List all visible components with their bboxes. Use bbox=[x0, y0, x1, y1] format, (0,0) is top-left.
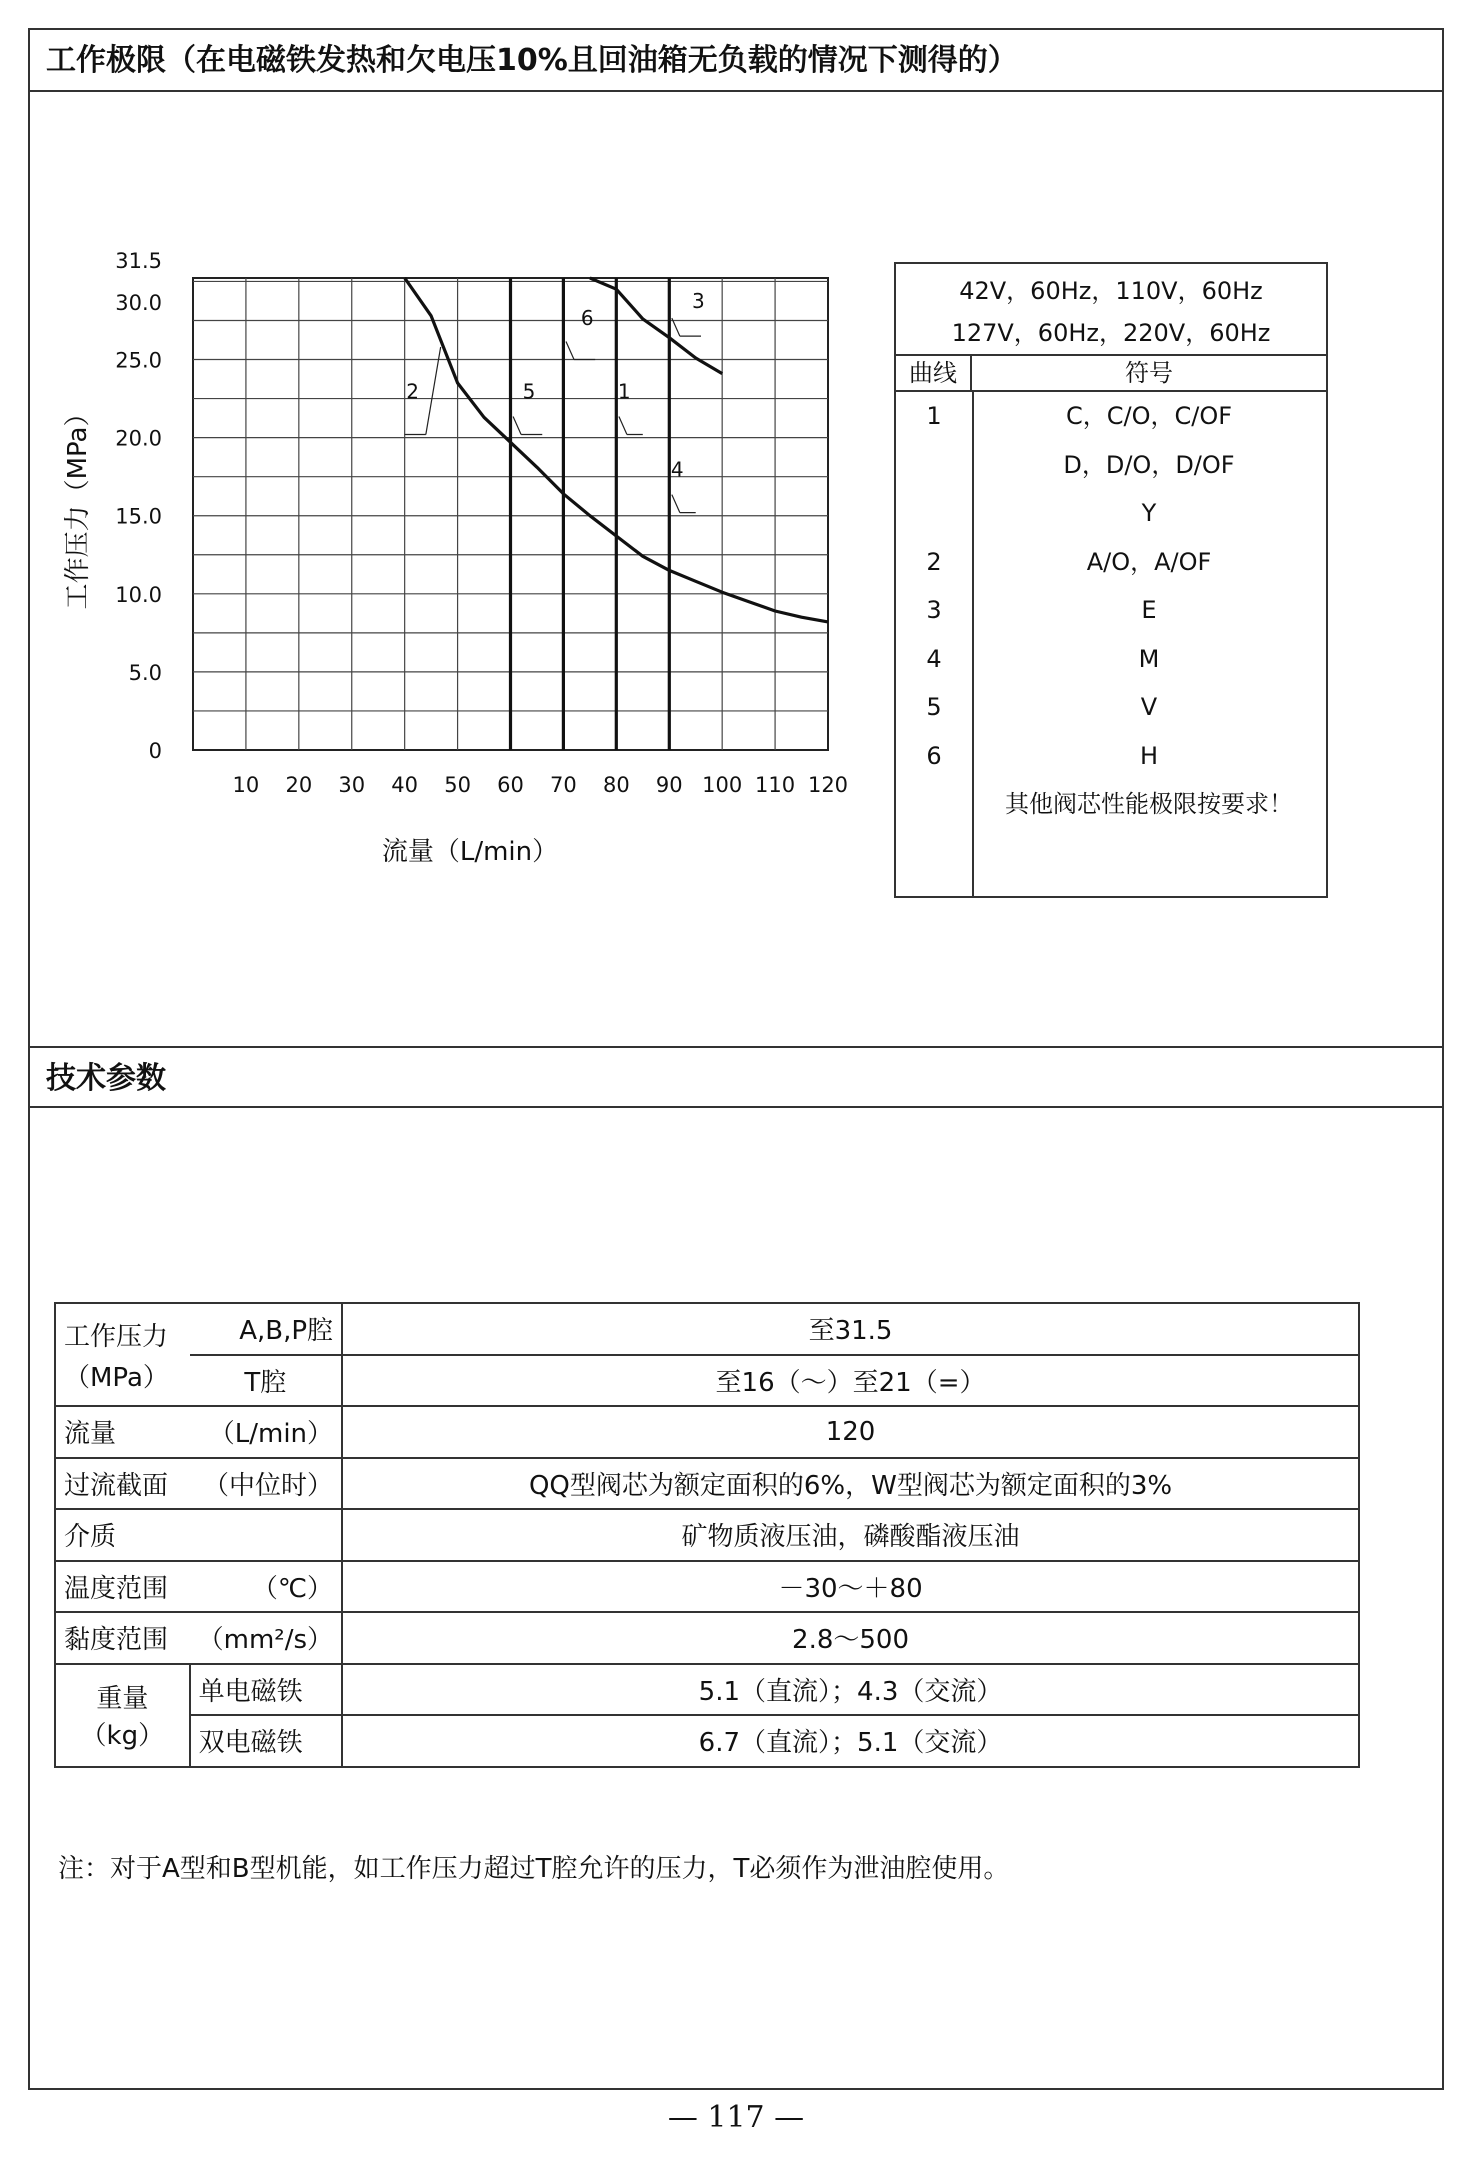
legend-symbol: H bbox=[1139, 741, 1159, 770]
legend-body bbox=[896, 392, 1326, 896]
double-solenoid-label: 双电磁铁 bbox=[190, 1715, 342, 1767]
pressure-label: 工作压力 bbox=[55, 1303, 190, 1355]
visc-unit: （mm²/s） bbox=[190, 1612, 342, 1664]
y-tick-label: 31.5 bbox=[115, 249, 162, 273]
x-tick-label: 20 bbox=[285, 773, 313, 797]
legend-divider bbox=[972, 392, 974, 896]
y-tick-label: 15.0 bbox=[115, 504, 162, 529]
curve-label-leader bbox=[619, 416, 627, 434]
double-solenoid-value: 6.7（直流）；5.1（交流） bbox=[342, 1715, 1359, 1767]
visc-label: 黏度范围 bbox=[55, 1612, 190, 1664]
weight-unit: （kg） bbox=[55, 1715, 190, 1767]
curve-label-leader bbox=[566, 342, 574, 360]
medium-unit-empty bbox=[190, 1509, 342, 1561]
curve-label-5: 5 bbox=[522, 379, 536, 404]
x-tick-label: 50 bbox=[444, 773, 471, 797]
chart-ticks bbox=[115, 249, 848, 797]
table-row bbox=[55, 1561, 1359, 1613]
chart-container bbox=[0, 0, 900, 904]
chart-series bbox=[405, 278, 828, 750]
curve-legend-table bbox=[894, 262, 1328, 898]
pressure-flow-chart bbox=[0, 0, 900, 900]
legend-symbol: 其他阀芯性能极限按要求！ bbox=[1005, 790, 1293, 818]
legend-row bbox=[896, 683, 1326, 732]
abp-pressure-value: 至31.5 bbox=[342, 1303, 1359, 1355]
flow-unit: （L/min） bbox=[190, 1406, 342, 1458]
legend-curve-number: 4 bbox=[926, 644, 942, 673]
voltage-line-2: 127V，60Hz，220V，60Hz bbox=[951, 319, 1271, 347]
temp-unit: （℃） bbox=[190, 1561, 342, 1613]
x-tick-label: 60 bbox=[497, 773, 524, 797]
table-row bbox=[55, 1303, 1359, 1355]
y-tick-label: 20.0 bbox=[115, 426, 162, 451]
x-tick-label: 100 bbox=[702, 773, 743, 797]
y-tick-label: 10.0 bbox=[115, 582, 162, 607]
curve-label-leader bbox=[672, 495, 680, 513]
legend-row bbox=[896, 489, 1326, 538]
legend-row bbox=[896, 732, 1326, 781]
temp-value: －30～＋80 bbox=[342, 1561, 1359, 1613]
y-tick-label: 0 bbox=[148, 739, 162, 763]
medium-value: 矿物质液压油，磷酸酯液压油 bbox=[342, 1509, 1359, 1561]
table-row bbox=[55, 1715, 1359, 1767]
curve-labels bbox=[405, 289, 705, 513]
abp-port-label: A,B,P腔 bbox=[190, 1303, 342, 1355]
curve-label-leader bbox=[426, 347, 441, 434]
legend-col-curve: 曲线 bbox=[896, 356, 972, 390]
legend-column-headers bbox=[896, 356, 1326, 392]
curve-label-2: 2 bbox=[406, 379, 419, 404]
curve-label-leader bbox=[513, 416, 521, 434]
curve-label-1: 1 bbox=[617, 379, 631, 404]
single-solenoid-label: 单电磁铁 bbox=[190, 1664, 342, 1716]
legend-row bbox=[896, 441, 1326, 490]
y-axis-label: 工作压力（MPa） bbox=[63, 400, 93, 610]
legend-symbol: Y bbox=[1141, 499, 1157, 527]
legend-curve-number: 5 bbox=[926, 693, 942, 721]
legend-symbol: A/O，A/OF bbox=[1086, 547, 1212, 576]
temp-label: 温度范围 bbox=[55, 1561, 190, 1613]
table-row bbox=[55, 1458, 1359, 1510]
table-row bbox=[55, 1612, 1359, 1664]
x-tick-label: 90 bbox=[655, 773, 683, 797]
area-value: QQ型阀芯为额定面积的6%，W型阀芯为额定面积的3% bbox=[342, 1458, 1359, 1510]
spec-table bbox=[54, 1302, 1360, 1768]
y-tick-label: 30.0 bbox=[115, 291, 162, 315]
single-solenoid-value: 5.1（直流）；4.3（交流） bbox=[342, 1664, 1359, 1716]
legend-voltage-header bbox=[896, 264, 1326, 356]
table-row bbox=[55, 1406, 1359, 1458]
legend-rows bbox=[896, 392, 1326, 829]
medium-label: 介质 bbox=[55, 1509, 190, 1561]
legend-symbol: C，C/O，C/OF bbox=[1065, 402, 1233, 430]
t-pressure-value: 至16（～）至21（=） bbox=[342, 1355, 1359, 1407]
flow-label: 流量 bbox=[55, 1406, 190, 1458]
legend-curve-number: 6 bbox=[926, 741, 942, 770]
legend-row bbox=[896, 538, 1326, 587]
t-port-label: T腔 bbox=[190, 1355, 342, 1407]
legend-curve-number bbox=[896, 489, 972, 538]
legend-symbol: E bbox=[1141, 596, 1157, 624]
table-row bbox=[55, 1355, 1359, 1407]
legend-row bbox=[896, 780, 1326, 829]
visc-value: 2.8～500 bbox=[342, 1612, 1359, 1664]
area-label: 过流截面 bbox=[55, 1458, 190, 1510]
legend-row bbox=[896, 635, 1326, 684]
curve-label-6: 6 bbox=[580, 306, 594, 331]
curve-label-4: 4 bbox=[670, 457, 684, 482]
legend-symbol: D，D/O，D/OF bbox=[1063, 450, 1235, 479]
flow-value: 120 bbox=[342, 1406, 1359, 1458]
legend-col-symbol: 符号 bbox=[1125, 359, 1173, 387]
legend-curve-number bbox=[896, 780, 972, 829]
x-axis-label: 流量（L/min） bbox=[381, 837, 559, 867]
weight-label: 重量 bbox=[55, 1664, 190, 1716]
section-title-limits: 工作极限（在电磁铁发热和欠电压10%且回油箱无负载的情况下测得的） bbox=[30, 30, 1442, 92]
legend-row bbox=[896, 392, 1326, 441]
x-tick-label: 10 bbox=[232, 773, 260, 797]
x-tick-label: 70 bbox=[550, 773, 577, 797]
table-row bbox=[55, 1664, 1359, 1716]
page-number: — 117 — bbox=[667, 2100, 805, 2135]
table-row bbox=[55, 1509, 1359, 1561]
section-title-params: 技术参数 bbox=[30, 1046, 1442, 1108]
x-tick-label: 110 bbox=[755, 773, 796, 797]
legend-curve-number: 3 bbox=[926, 596, 942, 624]
legend-symbol: M bbox=[1138, 644, 1160, 673]
legend-row bbox=[896, 586, 1326, 635]
x-tick-label: 30 bbox=[338, 773, 366, 797]
footnote: 注：对于A型和B型机能，如工作压力超过T腔允许的压力，T必须作为泄油腔使用。 bbox=[58, 1854, 1010, 1884]
legend-curve-number: 2 bbox=[926, 547, 942, 576]
x-tick-label: 120 bbox=[807, 773, 849, 797]
legend-symbol: V bbox=[1140, 693, 1158, 721]
legend-curve-number: 1 bbox=[926, 402, 942, 430]
pressure-unit: （MPa） bbox=[55, 1355, 190, 1407]
voltage-line-1: 42V，60Hz，110V，60Hz bbox=[959, 277, 1263, 305]
x-tick-label: 80 bbox=[602, 773, 630, 797]
y-tick-label: 5.0 bbox=[128, 660, 162, 685]
y-tick-label: 25.0 bbox=[115, 348, 162, 373]
area-unit: （中位时） bbox=[190, 1458, 342, 1510]
curve-label-3: 3 bbox=[691, 288, 705, 313]
x-tick-label: 40 bbox=[391, 773, 419, 797]
legend-curve-number bbox=[896, 441, 972, 490]
